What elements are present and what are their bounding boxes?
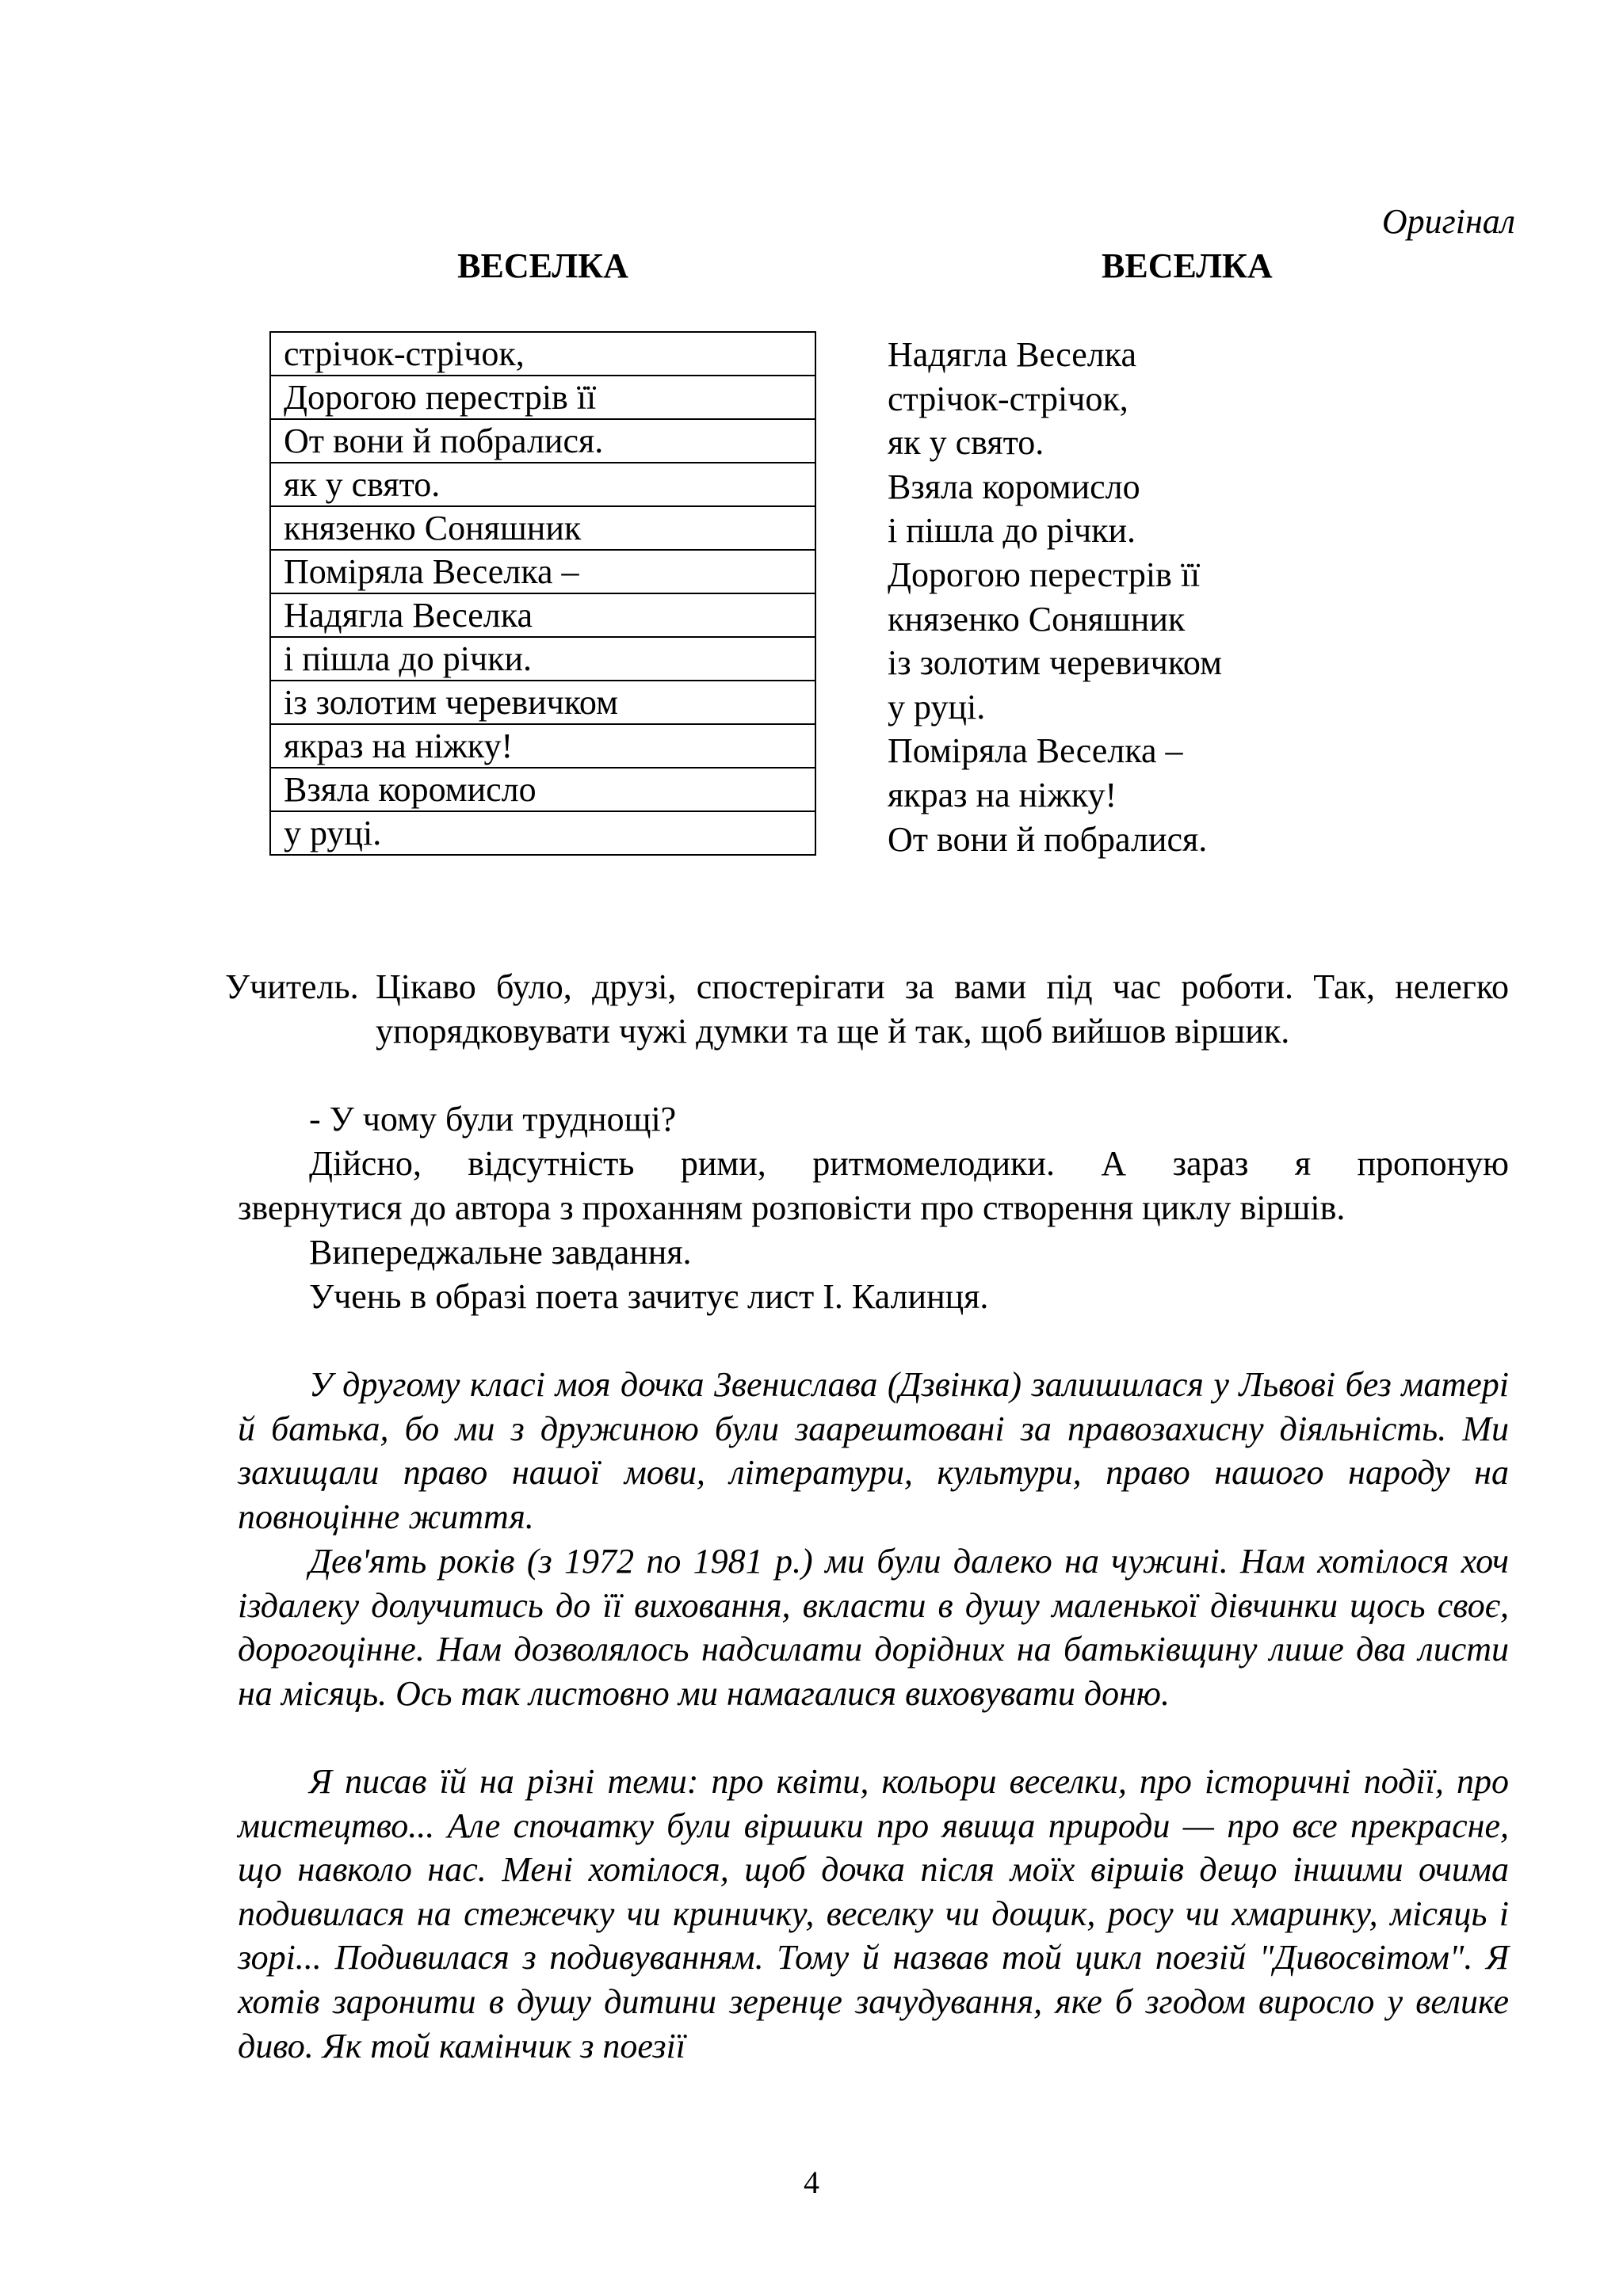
scrambled-poem-title: ВЕСЕЛКА — [457, 246, 628, 285]
answer-line-2: звернутися до автора з проханням розповісти про створення циклу віршів. — [238, 1188, 1346, 1227]
original-poem — [888, 333, 1222, 861]
table-row — [270, 811, 815, 855]
scrambled-lines-table — [269, 331, 816, 856]
table-cell: і пішла до річки. — [270, 637, 815, 681]
table-row — [270, 550, 815, 593]
poem-line: стрічок-стрічок, — [888, 379, 1128, 418]
table-row — [270, 768, 815, 811]
letter-paragraph-1: У другому класі моя дочка Звенислава (Дзвінка) залишилася у Львові без матері й батька, бо ми з дружиною були заарештовані за правозахисну діяльність. Ми захищали право нашої мови, літератури, культури, право нашого народу на повноцінне життя. — [238, 1365, 1509, 1536]
table-cell: От вони й побралися. — [270, 419, 815, 463]
answer-line-1: Дійсно, відсутність рими, ритмомелодики. А зараз я пропоную — [309, 1144, 1509, 1183]
table-row — [270, 506, 815, 550]
poem-line: і пішла до річки. — [888, 511, 1136, 551]
table-row — [270, 724, 815, 768]
table-cell: Поміряла Веселка – — [270, 550, 815, 593]
poem-line: у руці. — [888, 687, 986, 727]
teacher-remark — [225, 965, 1509, 1053]
speaker-label: Учитель. — [225, 967, 359, 1006]
poem-line: Дорогою перестрів її — [888, 555, 1201, 594]
table-cell: із золотим черевичком — [270, 681, 815, 724]
question-line: - У чому були труднощі? — [309, 1100, 677, 1138]
page-number: 4 — [804, 2164, 819, 2200]
table-row — [270, 593, 815, 637]
original-poem-title: ВЕСЕЛКА — [1102, 246, 1273, 285]
poem-line: князенко Соняшник — [888, 599, 1186, 639]
original-label: Оригінал — [1381, 202, 1515, 241]
table-cell: Дорогою перестрів її — [270, 376, 815, 419]
table-cell: якраз на ніжку! — [270, 724, 815, 768]
letter-paragraph-3: Я писав їй на різні теми: про квіти, кольори веселки, про історичні події, про мистецтво... Але спочатку були віршики про явища природи — про все прекрасне, що навколо нас. Мені хотілося, щоб дочка після моїх віршів дещо іншими очима подивилася на стежечку чи криничку, веселку чи дощик, росу чи хмаринку, місяць і зорі... Подивилася з подивуванням. Тому й назвав той цикл поезій "Дивосвітом". Я хотів заронити в душу дитини зеренце зачудування, яке б згодом виросло у велике диво. Як той камінчик з поезії — [238, 1762, 1509, 2065]
table-cell: стрічок-стрічок, — [270, 332, 815, 376]
table-row — [270, 419, 815, 463]
poem-line: як у свято. — [888, 423, 1044, 463]
table-row — [270, 463, 815, 506]
table-row — [270, 681, 815, 724]
table-cell: князенко Соняшник — [270, 506, 815, 550]
table-cell: Надягла Веселка — [270, 593, 815, 637]
poem-line: із золотим черевичком — [888, 643, 1222, 683]
poem-line: Взяла коромисло — [888, 467, 1140, 506]
table-row — [270, 637, 815, 681]
teacher-speech: Цікаво було, друзі, спостерігати за вами під час роботи. Так, нелегко упорядковувати чужі думки та ще й так, щоб вийшов віршик. — [376, 967, 1509, 1051]
task-line: Випереджальне завдання. — [309, 1233, 692, 1272]
poem-line: якраз на ніжку! — [888, 775, 1117, 814]
table-cell: як у свято. — [270, 463, 815, 506]
table-cell: у руці. — [270, 811, 815, 855]
poem-line: От вони й побралися. — [888, 819, 1208, 859]
letter-paragraph-2: Дев'ять років (з 1972 по 1981 р.) ми були далеко на чужині. Нам хотілося хоч іздалеку долучитись до її виховання, вкласти в душу маленької дівчинки щось своє, дорогоцінне. Нам дозволялось надсилати дорідних на батьківщину лише два листи на місяць. Ось так листовно ми намагалися виховувати доню. — [238, 1542, 1509, 1713]
table-row — [270, 332, 815, 376]
table-cell: Взяла коромисло — [270, 768, 815, 811]
poem-line: Надягла Веселка — [888, 335, 1136, 374]
poem-line: Поміряла Веселка – — [888, 731, 1183, 771]
table-row — [270, 376, 815, 419]
student-line: Учень в образі поета зачитує лист І. Калинця. — [309, 1277, 989, 1316]
